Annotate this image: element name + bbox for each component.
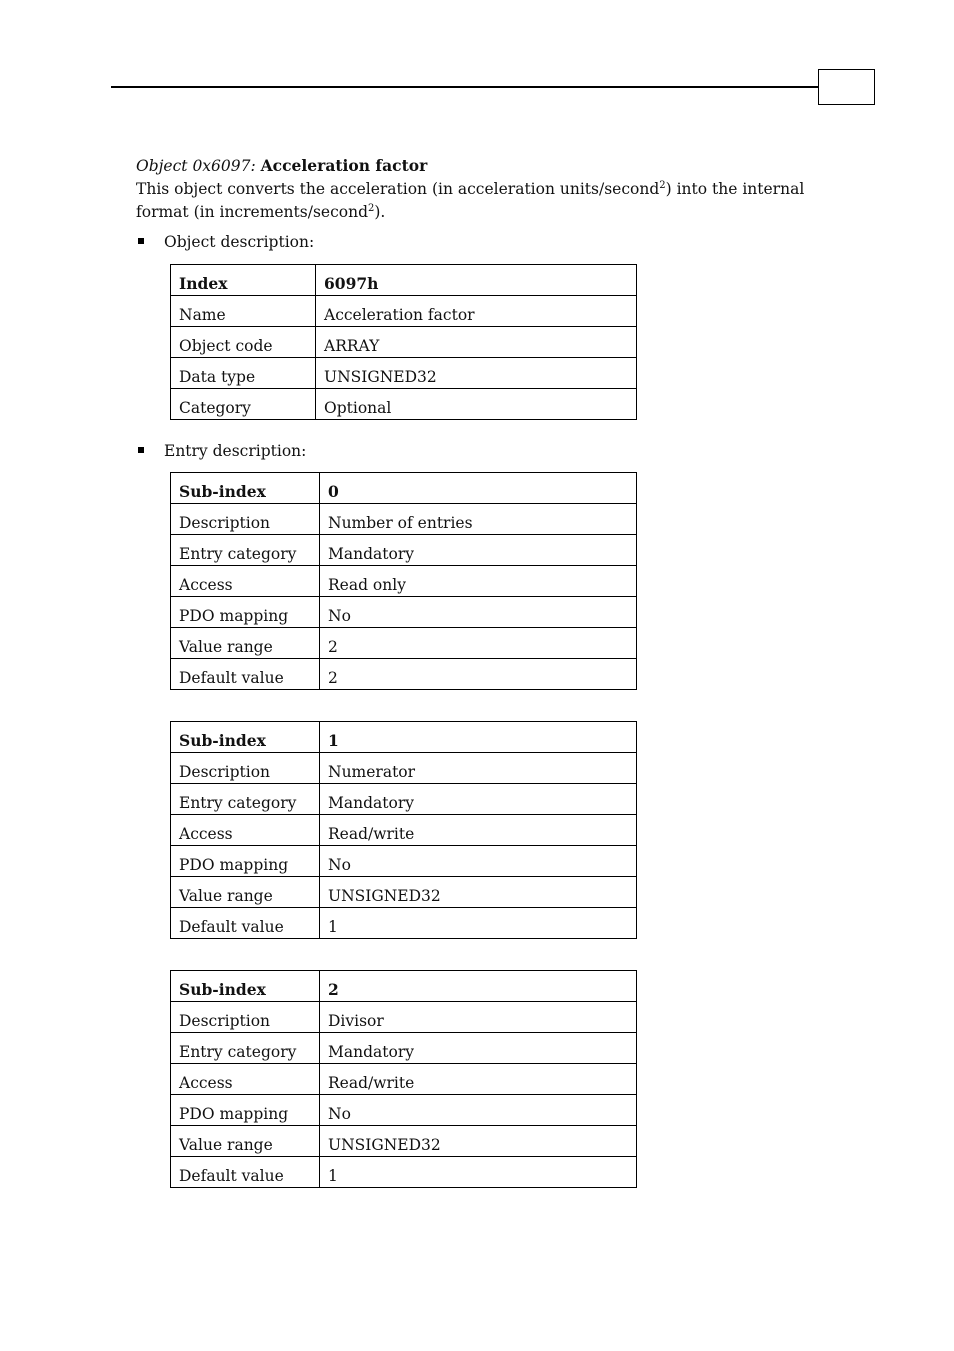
table-row bbox=[171, 659, 637, 690]
object-title: Acceleration factor bbox=[260, 156, 428, 175]
row-label: Object code bbox=[171, 327, 316, 358]
table-row bbox=[171, 296, 637, 327]
row-label: Name bbox=[171, 296, 316, 327]
row-value: ARRAY bbox=[316, 327, 637, 358]
table-row bbox=[171, 815, 637, 846]
row-label: Access bbox=[171, 815, 320, 846]
row-value: Mandatory bbox=[320, 784, 637, 815]
section-heading bbox=[136, 156, 427, 175]
table-row bbox=[171, 1126, 637, 1157]
row-value: Number of entries bbox=[320, 504, 637, 535]
row-label: Access bbox=[171, 566, 320, 597]
row-label: Value range bbox=[171, 628, 320, 659]
row-value: Divisor bbox=[320, 1002, 637, 1033]
table-row bbox=[171, 597, 637, 628]
entry-description-label: Entry description: bbox=[164, 442, 307, 460]
row-value: 1 bbox=[320, 908, 637, 939]
row-value: Mandatory bbox=[320, 1033, 637, 1064]
table-row bbox=[171, 971, 637, 1002]
intro-sup-2: 2 bbox=[368, 203, 375, 214]
table-row bbox=[171, 1033, 637, 1064]
row-label: Entry category bbox=[171, 1033, 320, 1064]
table-row bbox=[171, 358, 637, 389]
table-row bbox=[171, 265, 637, 296]
row-label: Sub-index bbox=[171, 722, 320, 753]
table-row bbox=[171, 628, 637, 659]
table-row bbox=[171, 327, 637, 358]
bullet-icon bbox=[138, 447, 144, 453]
entry-table-subindex-0 bbox=[170, 472, 637, 690]
entry-description-bullet bbox=[138, 442, 306, 460]
table-row bbox=[171, 1064, 637, 1095]
row-label: Entry category bbox=[171, 784, 320, 815]
row-value: 2 bbox=[320, 971, 637, 1002]
intro-text-2b: ). bbox=[374, 203, 386, 221]
row-label: PDO mapping bbox=[171, 846, 320, 877]
table-row bbox=[171, 473, 637, 504]
table-row bbox=[171, 846, 637, 877]
row-value: 1 bbox=[320, 1157, 637, 1188]
row-value: Acceleration factor bbox=[316, 296, 637, 327]
row-label: Value range bbox=[171, 877, 320, 908]
object-description-label: Object description: bbox=[164, 233, 315, 251]
intro-text-1b: ) into the internal bbox=[665, 180, 805, 198]
table-row bbox=[171, 1095, 637, 1126]
table-row bbox=[171, 1157, 637, 1188]
table-row bbox=[171, 784, 637, 815]
intro-paragraph bbox=[136, 178, 816, 224]
entry-table-subindex-2 bbox=[170, 970, 637, 1188]
row-value: UNSIGNED32 bbox=[320, 1126, 637, 1157]
row-label: Sub-index bbox=[171, 971, 320, 1002]
row-label: PDO mapping bbox=[171, 1095, 320, 1126]
row-value: UNSIGNED32 bbox=[316, 358, 637, 389]
intro-text-1a: This object converts the acceleration (in acceleration units/second bbox=[136, 180, 660, 198]
table-row bbox=[171, 753, 637, 784]
row-label: Index bbox=[171, 265, 316, 296]
row-value: Numerator bbox=[320, 753, 637, 784]
row-value: UNSIGNED32 bbox=[320, 877, 637, 908]
table-row bbox=[171, 389, 637, 420]
object-id: Object 0x6097: bbox=[136, 157, 256, 175]
object-description-bullet bbox=[138, 233, 314, 251]
row-label: Description bbox=[171, 504, 320, 535]
row-value: No bbox=[320, 846, 637, 877]
table-row bbox=[171, 566, 637, 597]
row-value: No bbox=[320, 597, 637, 628]
object-description-table bbox=[170, 264, 637, 420]
row-label: Description bbox=[171, 753, 320, 784]
intro-text-2a: format (in increments/second bbox=[136, 203, 368, 221]
bullet-icon bbox=[138, 238, 144, 244]
table-row bbox=[171, 535, 637, 566]
table-row bbox=[171, 504, 637, 535]
row-value: No bbox=[320, 1095, 637, 1126]
row-label: Category bbox=[171, 389, 316, 420]
row-label: PDO mapping bbox=[171, 597, 320, 628]
row-value: Read/write bbox=[320, 815, 637, 846]
row-label: Entry category bbox=[171, 535, 320, 566]
table-row bbox=[171, 908, 637, 939]
row-label: Default value bbox=[171, 908, 320, 939]
entry-table-subindex-1 bbox=[170, 721, 637, 939]
row-value: Read/write bbox=[320, 1064, 637, 1095]
row-value: 0 bbox=[320, 473, 637, 504]
table-row bbox=[171, 877, 637, 908]
row-label: Access bbox=[171, 1064, 320, 1095]
row-value: 6097h bbox=[316, 265, 637, 296]
row-value: 1 bbox=[320, 722, 637, 753]
row-label: Description bbox=[171, 1002, 320, 1033]
header-rule bbox=[111, 86, 819, 88]
row-label: Value range bbox=[171, 1126, 320, 1157]
table-row bbox=[171, 1002, 637, 1033]
table-row bbox=[171, 722, 637, 753]
page-number-box bbox=[818, 69, 875, 105]
row-label: Default value bbox=[171, 659, 320, 690]
row-label: Sub-index bbox=[171, 473, 320, 504]
row-value: Mandatory bbox=[320, 535, 637, 566]
row-value: 2 bbox=[320, 628, 637, 659]
intro-sup-1: 2 bbox=[659, 180, 666, 191]
row-label: Default value bbox=[171, 1157, 320, 1188]
row-value: 2 bbox=[320, 659, 637, 690]
row-label: Data type bbox=[171, 358, 316, 389]
row-value: Read only bbox=[320, 566, 637, 597]
row-value: Optional bbox=[316, 389, 637, 420]
